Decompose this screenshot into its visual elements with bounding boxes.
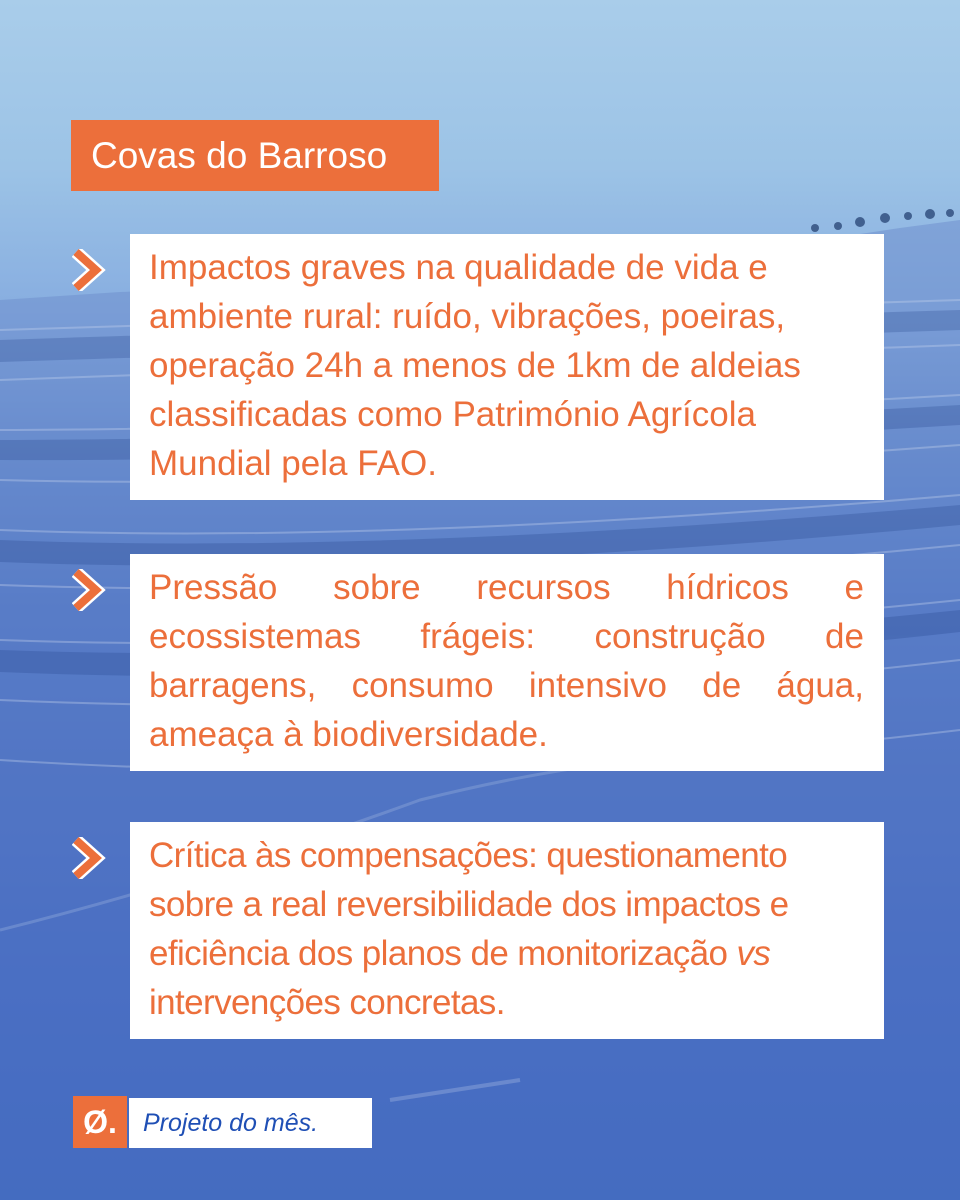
footer-label: Projeto do mês. bbox=[129, 1098, 372, 1148]
chevron-right-icon bbox=[72, 249, 108, 291]
impact-item-3-text-italic: vs bbox=[736, 934, 771, 973]
impact-item-2 bbox=[130, 554, 884, 771]
impact-item-1 bbox=[130, 234, 884, 500]
impact-item-3-text-after: intervenções concretas. bbox=[149, 983, 505, 1022]
logo: Ø. bbox=[73, 1096, 127, 1148]
impact-item-2-text: Pressão sobre recursos hídricos e ecossistemas frágeis: construção de barragens, consumo intensivo de água, ameaça à biodiversidade. bbox=[149, 568, 864, 754]
chevron-right-icon bbox=[72, 569, 108, 611]
page-title: Covas do Barroso bbox=[71, 120, 439, 191]
chevron-right-icon bbox=[72, 837, 108, 879]
impact-item-3-text-before: Crítica às compensações: questionamento sobre a real reversibilidade dos impactos e eficiência dos planos de monitorização bbox=[149, 836, 789, 973]
impact-item-1-text: Impactos graves na qualidade de vida e ambiente rural: ruído, vibrações, poeiras, operação 24h a menos de 1km de aldeias classificadas como Património Agrícola Mundial pela FAO. bbox=[149, 248, 801, 483]
impact-item-3 bbox=[130, 822, 884, 1039]
